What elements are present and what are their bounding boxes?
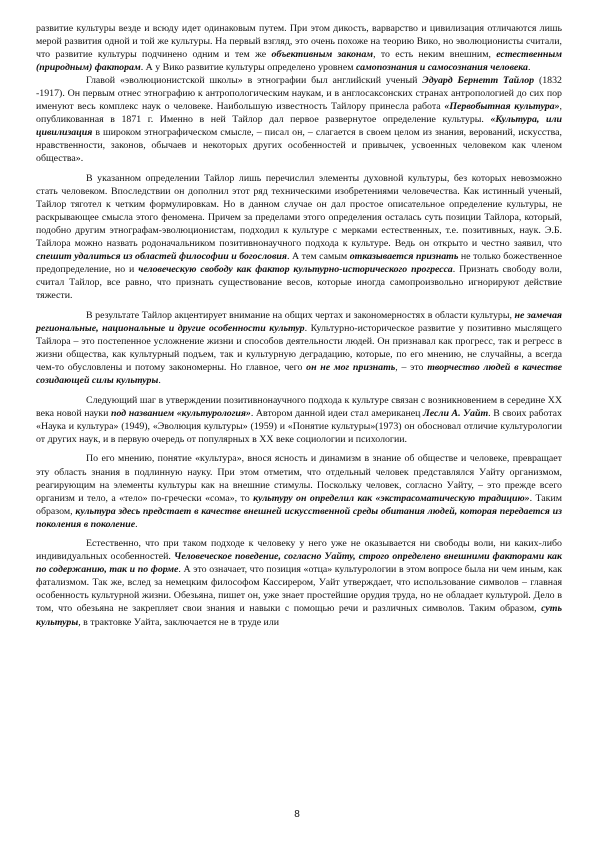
paragraph-5: Следующий шаг в утверждении позитивнонаучного подхода к культуре связан с возникновением в середине XX века новой науки под названием «культурология». Автором данной идеи стал американец Лесли А. Уайт. В своих работах «Наука и культура» (1949), «Эволюция культуры» (1959) и «Понятие культуры»(1973) он обосновал отличие культурологии от других наук, и в первую очередь от популярных в XX веке социологии и психологии. — [36, 394, 562, 445]
emphasis: «Первобытная культура» — [444, 101, 560, 113]
emphasis: суть культуры — [36, 603, 562, 628]
emphasis: объективным законам — [271, 49, 374, 61]
emphasis: под названием «культурология» — [110, 407, 251, 419]
emphasis: Человеческое поведение, согласно Уайту, строго определено внешними факторами как по содержанию, так и по форме — [36, 551, 562, 576]
emphasis: Эдуард Бернетт Тайлор — [422, 75, 535, 87]
emphasis: человеческую свободу как фактор культурно-исторического прогресса — [138, 264, 453, 276]
emphasis: культуру он определил как «экстрасоматическую традицию» — [253, 492, 530, 504]
paragraph-4: В результате Тайлор акцентирует внимание на общих чертах и закономерностях в области культуры, не замечая региональные, национальные и другие особенности культур. Культурно-историческое развитие у позитивно мыслящего Тайлора – это постепенное усложнение жизни и способов деятельности людей. Он признавал как прогресс, так и регресс в жизни общества, как культурный подъем, так и культурную деградацию, которые, по его мнению, не случайны, а всегда чем-то обусловлены и потому закономерны. Но главное, чего он не мог признать, – это творчество людей в качестве созидающей силы культуры. — [36, 309, 562, 387]
emphasis: не замечая региональные, национальные и другие особенности культур — [36, 309, 562, 335]
emphasis: «Культура, или цивилизация — [36, 114, 563, 139]
paragraph-2: Главой «эволюционистской школы» в этнографии был английский ученый Эдуард Бернетт Тайлор (1832 -1917). Он первым отнес этнографию к антропологическим наукам, и в англосаксонских странах антропологией до сих пор именуют весь комплекс наук о человеке. Наибольшую известность Тайлору принесла работа «Первобытная культура», опубликованная в 1871 г. Именно в ней Тайлор дал первое развернутое определение культуры. «Культура, или цивилизация в широком этнографическом смысле, – писал он, – слагается в своем целом из знания, верований, искусства, нравственности, законов, обычаев и некоторых других особенностей и привычек, усвоенных человеком как членом общества». — [36, 75, 563, 165]
emphasis: Лесли А. Уайт — [423, 407, 489, 419]
emphasis: естественным (природным) факторам — [36, 49, 562, 74]
emphasis: отказывается признать — [349, 251, 459, 263]
page-number: 8 — [294, 809, 300, 820]
paragraph-3: В указанном определении Тайлор лишь перечислил элементы духовной культуры, без которых невозможно стать человеком. Впоследствии он дополнил этот ряд техническими изобретениями человечества. Как истинный ученый, Тайлор тяготел к четким формулировкам. Но в данном случае он дал простое описательное определение культуры, не раскрывающее смысла этого феномена. Причем за пределами этого определения осталась суть позиции Тайлора, который, подобно другим этнографам-эволюционистам, подходил к культуре с мерками естественных, т.е. позитивных, наук. Э.Б. Тайлора можно назвать родоначальником позитивнонаучного подхода к культуре. Ведь он открыто и честно заявил, что спешит удалиться из областей философии и богословия. А тем самым отказывается признать не только божественное предопределение, но и человеческую свободу как фактор культурно-исторического прогресса. Признать свободу воли, считал Тайлор, все равно, что признать существование весов, которые иногда самопроизвольно игнорируют действие тяжести. — [36, 173, 563, 302]
paragraph-7: Естественно, что при таком подходе к человеку у него уже не оказывается ни свободы воли, ни каких-либо индивидуальных особенностей. Человеческое поведение, согласно Уайту, строго определено внешними факторами как по содержанию, так и по форме. А это означает, что позиция «отца» культурологии в этом вопросе была ни чем иным, как фатализмом. Так же, вслед за немецким философом Кассирером, Уайт утверждает, что использование символов – главная особенность культурной жизни. Обезьяна, пишет он, уже знает простейшие орудия труда, но не обладает культурой. Дело в том, что обезьяна не закрепляет свои знания и навыки с помощью речи и различных символов. Таким образом, суть культуры, в трактовке Уайта, заключается не в труде или — [36, 538, 563, 628]
emphasis: творчество людей в качестве созидающей силы культуры — [36, 362, 562, 387]
paragraph-6: По его мнению, понятие «культура», внося ясность и динамизм в знание об обществе и человеке, превращает эту область знания в подлинную науку. При этом отметим, что отдельный человек представлялся Уайту организмом, реагирующим на элементы культуры как на внешние стимулы. Поскольку человек, согласно Уайту, – это прежде всего организм и тело, а «тело» по-гречески «сома», то культуру он определил как «экстрасоматическую традицию». Таким образом, культура здесь предстает в качестве внешней искусственной среды обитания людей, которая передается из поколения в поколение. — [36, 453, 563, 530]
emphasis: он не мог признать — [306, 362, 396, 374]
emphasis: культура здесь предстает в качестве внешней искусственной среды обитания людей, которая передается из поколения в поколение — [36, 505, 563, 530]
paragraph-1: развитие культуры везде и всюду идет одинаковым путем. При этом дикость, варварство и цивилизация отличаются лишь мерой развития одной и той же культуры. На первый взгляд, это очень похоже на теорию Вико, но эволюционисты считали, что развитие культуры подчинено одним и тем же объективным законам, то есть неким внешним, естественным (природным) факторам. А у Вико развитие культуры определено уровнем самопознания и самосознания человека. — [36, 23, 562, 74]
document-page — [36, 22, 562, 629]
emphasis: спешит удалиться из областей философии и богословия — [36, 251, 287, 263]
emphasis: самопознания и самосознания человека — [355, 62, 528, 74]
